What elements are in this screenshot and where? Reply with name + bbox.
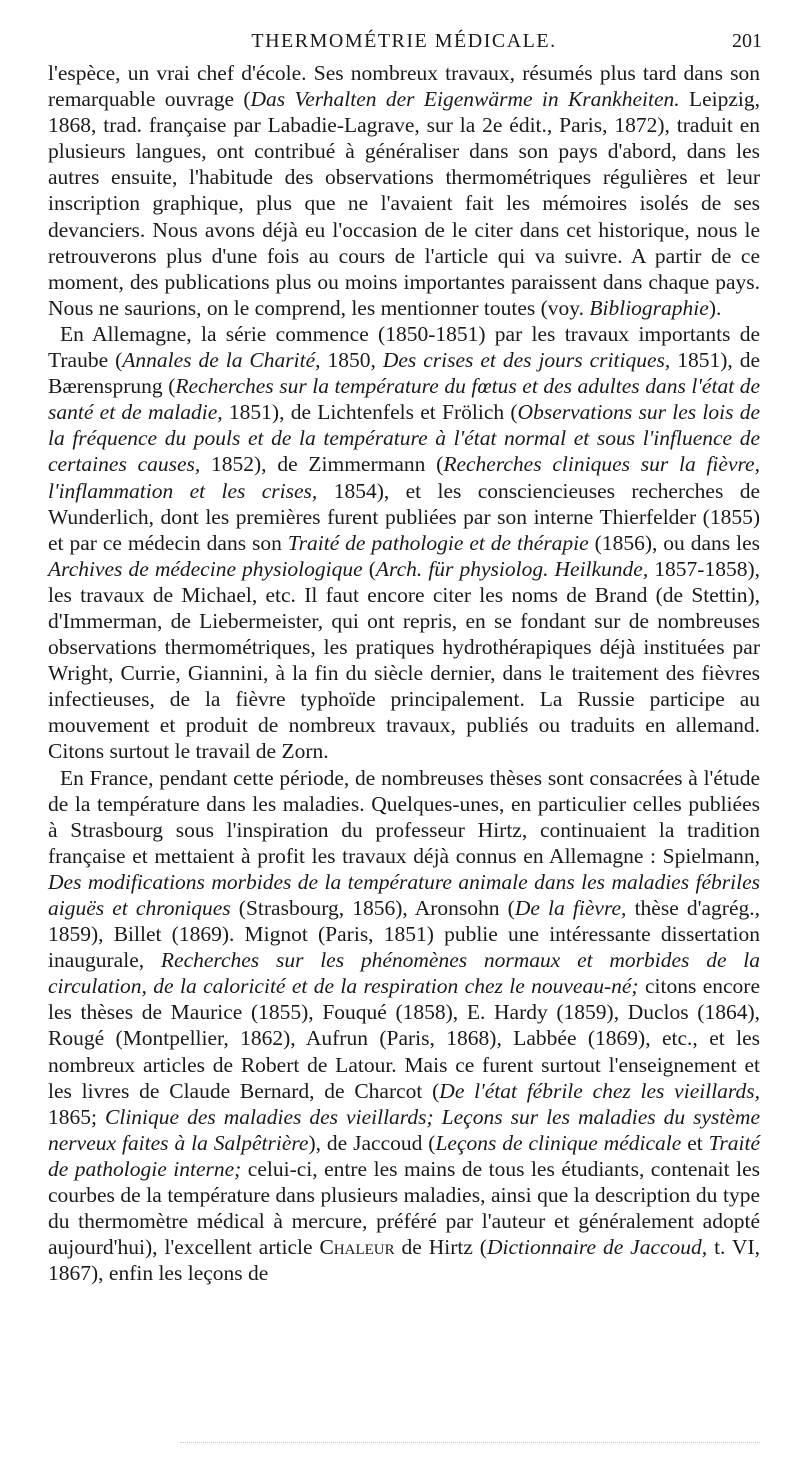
italic-citation: Leçons de clinique médicale bbox=[435, 1130, 682, 1155]
italic-citation: Das Verhalten der Eigenwärme in Krankheiten. bbox=[250, 87, 680, 112]
text-run: celui-ci, entre les mains de tous les étudiants, contenait les courbes de la température dans plusieurs maladies, ainsi que la description du type du thermomètre médical à mercure, préféré par l'auteur et généralement adopté aujourd'hui), l'excellent article bbox=[48, 1156, 760, 1260]
paragraph-2 bbox=[48, 321, 760, 765]
text-run: 1851), de Bærensprung ( bbox=[48, 348, 760, 399]
italic-citation: Arch. für physiolog. Heilkunde, bbox=[375, 556, 649, 581]
italic-citation: Traité de pathologie et de thérapie bbox=[287, 530, 589, 555]
text-run: ( bbox=[362, 556, 376, 581]
italic-citation: De l'état fébrile chez les vieillards, bbox=[439, 1078, 760, 1103]
page-number: 201 bbox=[732, 30, 762, 52]
text-run: (Strasbourg, 1856), Aronsohn ( bbox=[230, 896, 515, 920]
text-run: 1865; bbox=[48, 1104, 105, 1129]
text-run: Leipzig, 1868, trad. française par Labadie-Lagrave, sur la 2e édit., Paris, 1872), traduit en plusieurs langues, ont contribué à généraliser dans son pays d'abord, dans les autres ensuite, l'habitude des observations thermométriques régulières et leur inscription graphique, plus que ne l'avaient fait les mémoires isolés de ses devanciers. Nous avons déjà eu l'occasion de le citer dans cet historique, nous le retrouverons plus d'une fois au cours de l'article qui va suivre. A partir de ce moment, des publications plus ou moins importantes paraissent dans chaque pays. Nous ne saurions, on le comprend, les mentionner toutes (voy. bbox=[48, 87, 761, 320]
text-run: citons encore les thèses de Maurice (1855), Fouqué (1858), E. Hardy (1859), Duclos (1864), Rougé (Montpellier, 1862), Aufrun (Paris, 1868), Labbée (1869), etc., et les nombreux articles de Robert de Latour. Mais ce furent surtout l'enseignement et les livres de Claude Bernard, de Charcot ( bbox=[48, 974, 760, 1103]
text-run: t. VI, 1867), enfin les leçons de bbox=[48, 1235, 760, 1286]
text-run: 1857-1858), les travaux de Michael, etc. Il faut encore citer les noms de Brand (de Stettin), d'Immerman, de Liebermeister, qui ont repris, en se fondant sur de nombreuses observations thermométriques, les pratiques hydrothérapiques déjà instituées par Wright, Currie, Giannini, à la fin du siècle dernier, dans le traitement des fièvres infectieuses, de la fièvre typhoïde principalement. La Russie participe au mouvement et produit de nombreux travaux, publiés ou traduits en allemand. Citons surtout le travail de Zorn. bbox=[48, 556, 760, 764]
paragraph-1 bbox=[48, 60, 760, 321]
body-text bbox=[48, 60, 760, 1286]
paragraph-3 bbox=[48, 765, 760, 1287]
italic-citation: Des crises et des jours critiques, bbox=[382, 348, 671, 373]
text-run: 1852), de Zimmermann ( bbox=[200, 452, 444, 477]
text-run: 1854), et les consciencieuses recherches de Wunderlich, dont les premières furent publiées par son interne Thierfelder (1855) et par ce médecin dans son bbox=[48, 478, 760, 555]
italic-citation: Recherches sur les phénomènes normaux et morbides de la circulation, de la caloricité et de la respiration chez le nouveau-né; bbox=[48, 948, 760, 999]
italic-citation: Bibliographie bbox=[589, 295, 709, 320]
text-run: 1851), de Lichtenfels et Frölich ( bbox=[222, 400, 518, 425]
italic-citation: Traité de pathologie interne; bbox=[48, 1130, 761, 1181]
italic-citation: Des modifications morbides de la température animale dans les maladies fébriles aiguës et chroniques bbox=[48, 869, 760, 920]
text-run: En France, pendant cette période, de nombreuses thèses sont consacrées à l'étude de la température dans les maladies. Quelques-unes, en particulier celles publiées à Strasbourg sous l'inspiration du professeur Hirtz, continuaient la tradition française et mettaient à profit les travaux déjà connus en Allemagne : Spielmann, bbox=[48, 765, 760, 868]
italic-citation: De la fièvre, bbox=[514, 896, 627, 920]
running-title: THERMOMÉTRIE MÉDICALE. bbox=[251, 30, 557, 52]
text-run: 1850, bbox=[320, 348, 383, 373]
italic-citation: Recherches cliniques sur la fièvre, l'inflammation et les crises, bbox=[48, 452, 760, 503]
text-run: thèse d'agrég., 1859), Billet (1869). Mignot (Paris, 1851) publie une intéressante dissertation inaugurale, bbox=[48, 896, 761, 973]
italic-citation: Observations sur les lois de la fréquence du pouls et de la température à l'état normal et sous l'influence de certaines causes, bbox=[48, 400, 760, 477]
text-run: l'espèce, un vrai chef d'école. Ses nombreux travaux, résumés plus tard dans son remarquable ouvrage ( bbox=[48, 61, 760, 112]
text-run: (1856), ou dans les bbox=[588, 530, 760, 555]
footer-print-marks bbox=[180, 1434, 760, 1443]
text-run: ). bbox=[708, 295, 722, 320]
italic-citation: Recherches sur la température du fœtus et des adultes dans l'état de santé et de maladie, bbox=[48, 374, 761, 425]
italic-citation: Archives de médecine physiologique bbox=[48, 556, 363, 581]
italic-citation: Annales de la Charité, bbox=[122, 348, 321, 373]
text-run: de Hirtz ( bbox=[394, 1235, 487, 1260]
text-run: et bbox=[681, 1130, 709, 1155]
italic-citation: Clinique des maladies des vieillards; Leçons sur les maladies du système nerveux faites à la Salpêtrière bbox=[48, 1104, 760, 1155]
smallcaps-term: Chaleur bbox=[319, 1235, 395, 1260]
text-run: ), de Jaccoud ( bbox=[308, 1130, 436, 1155]
text-run: En Allemagne, la série commence (1850-1851) par les travaux importants de Traube ( bbox=[48, 321, 760, 373]
page-header bbox=[48, 30, 760, 60]
italic-citation: Dictionnaire de Jaccoud, bbox=[486, 1235, 708, 1260]
